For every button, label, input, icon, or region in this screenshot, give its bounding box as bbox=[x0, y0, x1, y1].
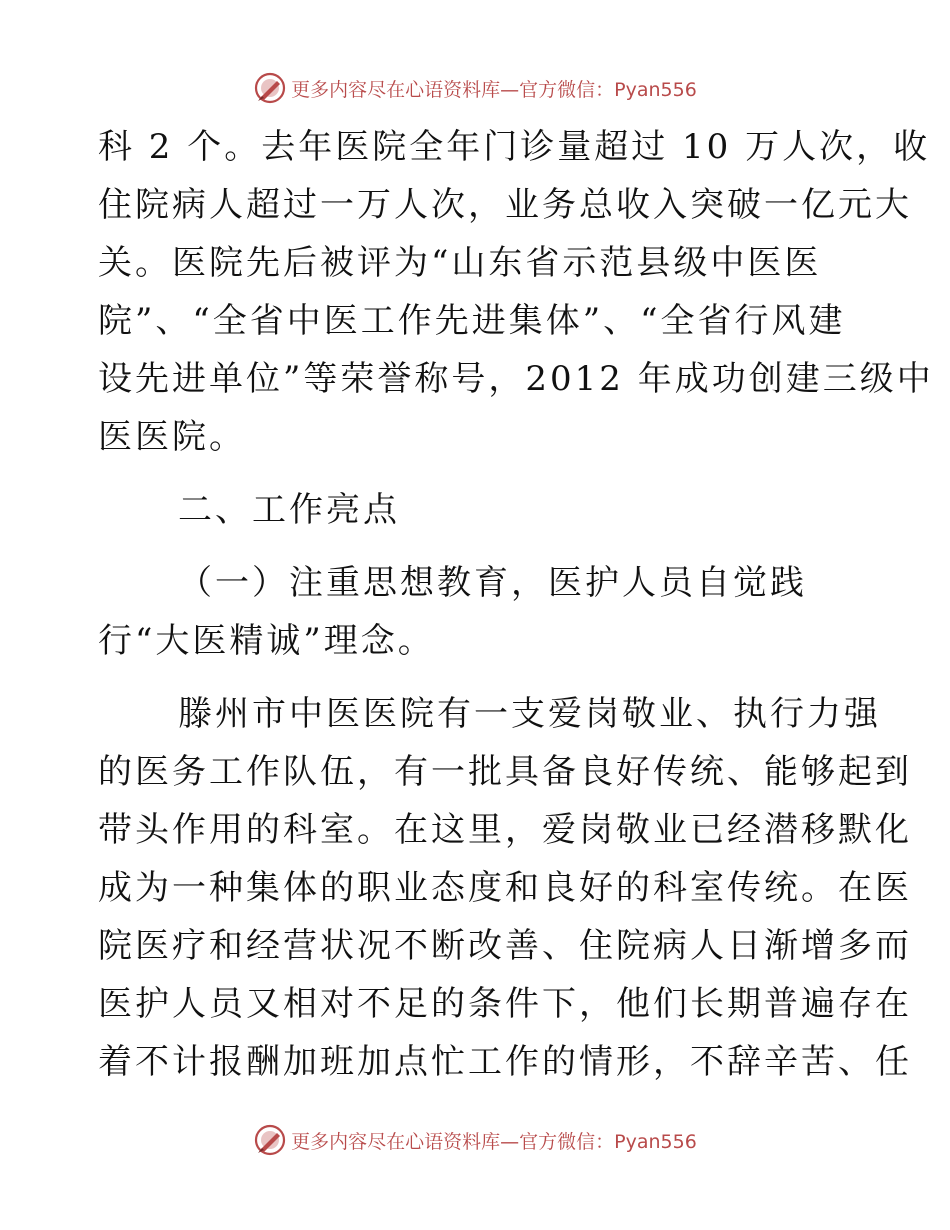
watermark-text: 更多内容尽在心语资料库—官方微信：Pyan556 bbox=[291, 78, 697, 101]
text-line: 医护人员又相对不足的条件下，他们长期普遍存在 bbox=[98, 984, 912, 1024]
text-line: 医医院。 bbox=[98, 417, 246, 457]
text-line: 科 2 个。去年医院全年门诊量超过 10 万人次，收 bbox=[98, 127, 931, 167]
subsection-heading bbox=[98, 554, 858, 670]
text-line: 住院病人超过一万人次，业务总收入突破一亿元大 bbox=[98, 185, 912, 225]
text-line: 院医疗和经营状况不断改善、住院病人日渐增多而 bbox=[98, 926, 912, 966]
text-line: 关。医院先后被评为“山东省示范县级中医医 bbox=[98, 243, 822, 283]
text-line: 着不计报酬加班加点忙工作的情形，不辞辛苦、任 bbox=[98, 1042, 912, 1082]
text-line: 行“大医精诚”理念。 bbox=[98, 621, 435, 661]
text-line: 设先进单位”等荣誉称号，2012 年成功创建三级中 bbox=[98, 359, 934, 399]
paragraph-intro-continued bbox=[98, 118, 934, 466]
text-line: 带头作用的科室。在这里，爱岗敬业已经潜移默化 bbox=[98, 810, 912, 850]
text-line: （一）注重思想教育，医护人员自觉践 bbox=[178, 563, 807, 603]
text-line: 的医务工作队伍，有一批具备良好传统、能够起到 bbox=[98, 752, 912, 792]
header-watermark bbox=[0, 68, 950, 108]
paragraph-staff bbox=[98, 685, 912, 1091]
watermark-text: 更多内容尽在心语资料库—官方微信：Pyan556 bbox=[291, 1130, 697, 1153]
hand-pen-logo-icon bbox=[253, 1123, 287, 1157]
footer-watermark bbox=[0, 1120, 950, 1160]
hand-pen-logo-icon bbox=[253, 71, 287, 105]
text-line: 院”、“全省中医工作先进集体”、“全省行风建 bbox=[98, 301, 846, 341]
text-line: 成为一种集体的职业态度和良好的科室传统。在医 bbox=[98, 868, 912, 908]
document-body bbox=[98, 118, 934, 1091]
section-heading: 二、工作亮点 bbox=[178, 490, 400, 530]
text-line: 滕州市中医医院有一支爱岗敬业、执行力强 bbox=[178, 694, 881, 734]
